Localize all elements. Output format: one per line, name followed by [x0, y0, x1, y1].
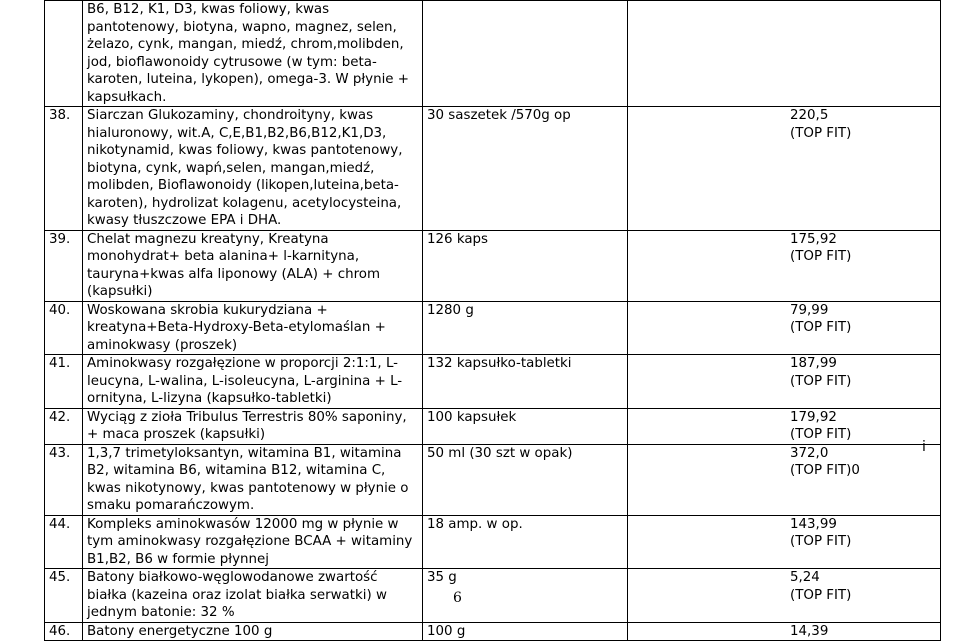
row-price: 143,99 — [790, 516, 837, 532]
row-price-cell — [628, 622, 941, 641]
row-price-cell — [628, 444, 941, 515]
table-row — [45, 355, 941, 409]
row-price-cell — [628, 408, 941, 444]
row-description: B6, B12, K1, D3, kwas foliowy, kwas pantotenowy, biotyna, wapno, magnez, selen, żelazo, cynk, mangan, miedź, chrom,molibden, jod, bioflawonoidy cytrusowe (w tym: beta-karoten, luteina, lykopen), omega-3. W płynie + kapsułkach. — [83, 1, 423, 107]
table-row — [45, 622, 941, 641]
row-price-note: (TOP FIT) — [790, 320, 852, 335]
row-quantity: 35 g — [423, 569, 628, 623]
row-number: 43. — [45, 444, 83, 515]
row-price-cell — [628, 230, 941, 301]
row-price-note: (TOP FIT) — [790, 587, 852, 603]
row-description: Chelat magnezu kreatyny, Kreatyna monohydrat+ beta alanina+ l-karnityna, tauryna+kwas alfa liponowy (ALA) + chrom (kapsułki) — [83, 230, 423, 301]
row-description: Siarczan Glukozaminy, chondroityny, kwas hialuronowy, wit.A, C,E,B1,B2,B6,B12,K1,D3, nikotynamid, kwas foliowy, kwas pantotenowy, biotyna, cynk, wapń,selen, mangan,miedź, molibden, Bioflawonoidy (likopen,luteina,beta-karoten), hydrolizat kolagenu, acetylocysteina, kwasy tłuszczowe EPA i DHA. — [83, 107, 423, 231]
row-quantity: 30 saszetek /570g op — [423, 107, 628, 231]
row-quantity: 50 ml (30 szt w opak) — [423, 444, 628, 515]
table-row — [45, 515, 941, 569]
row-price: 79,99 — [790, 302, 829, 318]
row-price-note: (TOP FIT) — [790, 427, 852, 442]
table-row — [45, 107, 941, 231]
row-quantity — [423, 1, 628, 107]
row-number: 38. — [45, 107, 83, 231]
row-description: Wyciąg z zioła Tribulus Terrestris 80% saponiny, + maca proszek (kapsułki) — [83, 408, 423, 444]
row-price-note: (TOP FIT)0 — [790, 463, 860, 478]
row-quantity: 126 kaps — [423, 230, 628, 301]
table-row — [45, 444, 941, 515]
row-price-cell — [628, 107, 941, 231]
row-number: 42. — [45, 408, 83, 444]
page-number: 6 — [453, 590, 462, 606]
table-row — [45, 301, 941, 355]
row-price-note: (TOP FIT) — [790, 534, 852, 549]
row-price-cell — [628, 355, 941, 409]
row-number: 44. — [45, 515, 83, 569]
row-price: 179,92 — [790, 409, 837, 425]
table-row — [45, 230, 941, 301]
row-number: 46. — [45, 622, 83, 641]
row-number: 39. — [45, 230, 83, 301]
row-price-cell — [628, 1, 941, 107]
row-description: 1,3,7 trimetyloksantyn, witamina B1, witamina B2, witamina B6, witamina B12, witamina C, kwas nikotynowy, kwas pantotenowy w płynie o smaku pomarańczowym. — [83, 444, 423, 515]
row-price: 372,0 — [790, 445, 829, 461]
row-price: 14,39 — [790, 623, 829, 639]
row-number: 45. — [45, 569, 83, 623]
row-price-cell — [628, 515, 941, 569]
row-number: 41. — [45, 355, 83, 409]
row-price-note: (TOP FIT) — [790, 373, 852, 389]
row-description: Batony białkowo-węglowodanowe zwartość białka (kazeina oraz izolat białka serwatki) w jednym batonie: 32 % — [83, 569, 423, 623]
row-price-note: (TOP FIT) — [790, 249, 852, 264]
row-description: Kompleks aminokwasów 12000 mg w płynie w tym aminokwasy rozgałęzione BCAA + witaminy B1,B2, B6 w formie płynnej — [83, 515, 423, 569]
row-price: 175,92 — [790, 231, 837, 247]
row-quantity: 132 kapsułko-tabletki — [423, 355, 628, 409]
row-price-cell — [628, 569, 941, 623]
product-table — [44, 0, 941, 641]
row-price-cell — [628, 301, 941, 355]
row-price: 220,5 — [790, 108, 829, 123]
row-number — [45, 1, 83, 107]
row-number: 40. — [45, 301, 83, 355]
row-price: 5,24 — [790, 570, 820, 585]
row-description: Woskowana skrobia kukurydziana + kreatyna+Beta-Hydroxy-Beta-etylomaślan + aminokwasy (proszek) — [83, 301, 423, 355]
row-price-note: (TOP FIT) — [790, 125, 852, 141]
row-description: Batony energetyczne 100 g — [83, 622, 423, 641]
table-row — [45, 1, 941, 107]
table-row — [45, 569, 941, 623]
row-quantity: 100 kapsułek — [423, 408, 628, 444]
row-quantity: 18 amp. w op. — [423, 515, 628, 569]
row-description: Aminokwasy rozgałęzione w proporcji 2:1:1, L-leucyna, L-walina, L-isoleucyna, L-arginina + L-ornityna, L-lizyna (kapsułko-tabletki) — [83, 355, 423, 409]
row-quantity: 100 g — [423, 622, 628, 641]
row-price: 187,99 — [790, 356, 837, 371]
stray-character: i — [922, 439, 926, 455]
table-row — [45, 408, 941, 444]
row-quantity: 1280 g — [423, 301, 628, 355]
